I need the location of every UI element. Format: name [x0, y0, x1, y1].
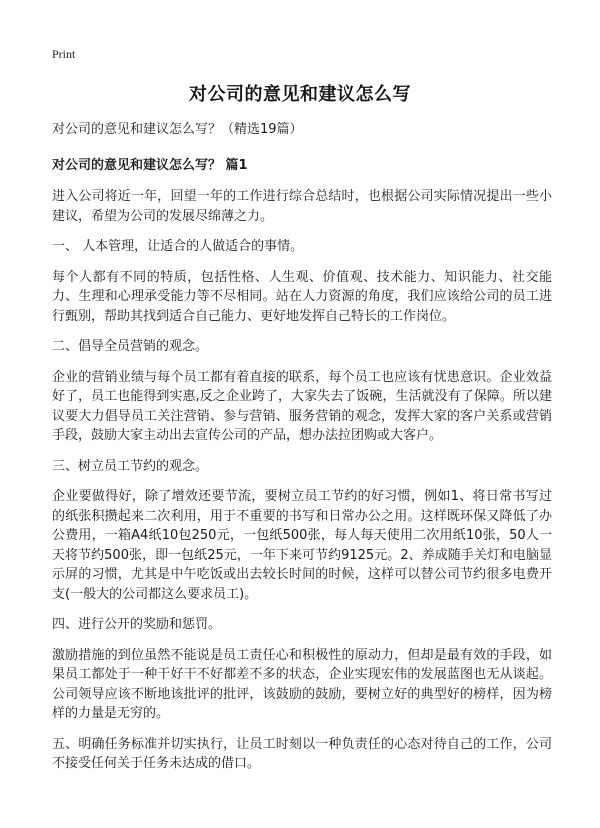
section-heading: 对公司的意见和建议怎么写？ 篇1 [52, 157, 248, 173]
item2-heading: 二、倡导全员营销的观念。 [52, 339, 209, 354]
item3-heading: 三、树立员工节约的观念。 [52, 458, 209, 474]
print-label[interactable]: Print [52, 47, 76, 61]
page-title: 对公司的意见和建议怎么写 [189, 84, 411, 105]
item1-heading: 一、 人本管理，让适合的人做适合的事情。 [52, 239, 304, 254]
item3-body: 企业要做得好，除了增效还要节流，要树立员工节约的好习惯，例如1、将日常书写过的纸张积攒起来二次利用，用于不重要的书写和日常办公之用。这样既环保又降低了办公费用，一箱A4纸10包250元，一包纸500张，每人每天使用二次用纸10张，50人一天将节约500张，即一包纸25元，一年下来可节约9125元。2、养成随手关灯和电脑显示屏的习惯，尤其是中午吃饭或出去较长时间的时候，这样可以替公司节约很多电费开支(一般大的公司都这么要求员工)。 [52, 489, 552, 602]
item4-body: 激励措施的到位虽然不能说是员工责任心和积极性的原动力，但却是最有效的手段，如果员工都处于一种干好干不好都差不多的状态，企业实现宏伟的发展蓝图也无从谈起。公司领导应该不断地该批评的批评，该鼓励的鼓励，要树立好的典型好的榜样，因为榜样的力量是无穷的。 [52, 647, 552, 721]
item1-body: 每个人都有不同的特质，包括性格、人生观、价值观、技术能力、知识能力、社交能力、生理和心理承受能力等不尽相同。站在人力资源的角度，我们应该给公司的员工进行甄别，帮助其找到适合自己能力、更好地发挥自己特长的工作岗位。 [52, 269, 552, 324]
article-subtitle: 对公司的意见和建议怎么写？（精选19篇） [52, 122, 303, 137]
article-body [52, 120, 552, 785]
intro-paragraph: 进入公司将近一年，回望一年的工作进行综合总结时，也根据公司实际情况提出一些小建议，希望为公司的发展尽绵薄之力。 [52, 189, 552, 224]
item4-heading: 四、进行公开的奖励和惩罚。 [52, 617, 222, 632]
item5-paragraph: 五、明确任务标准并切实执行，让员工时刻以一种负责任的心态对待自己的工作，公司不接受任何关于任务未达成的借口。 [52, 736, 552, 771]
item2-body: 企业的营销业绩与每个员工都有着直接的联系，每个员工也应该有忧患意识。企业效益好了，员工也能得到实惠,反之企业跨了，大家失去了饭碗，生活就没有了保障。所以建议要大力倡导员工关注营销、参与营销、服务营销的观念，发挥大家的客户关系或营销手段，鼓励大家主动出去宣传公司的产品，想办法拉团购或大客户。 [52, 369, 552, 443]
